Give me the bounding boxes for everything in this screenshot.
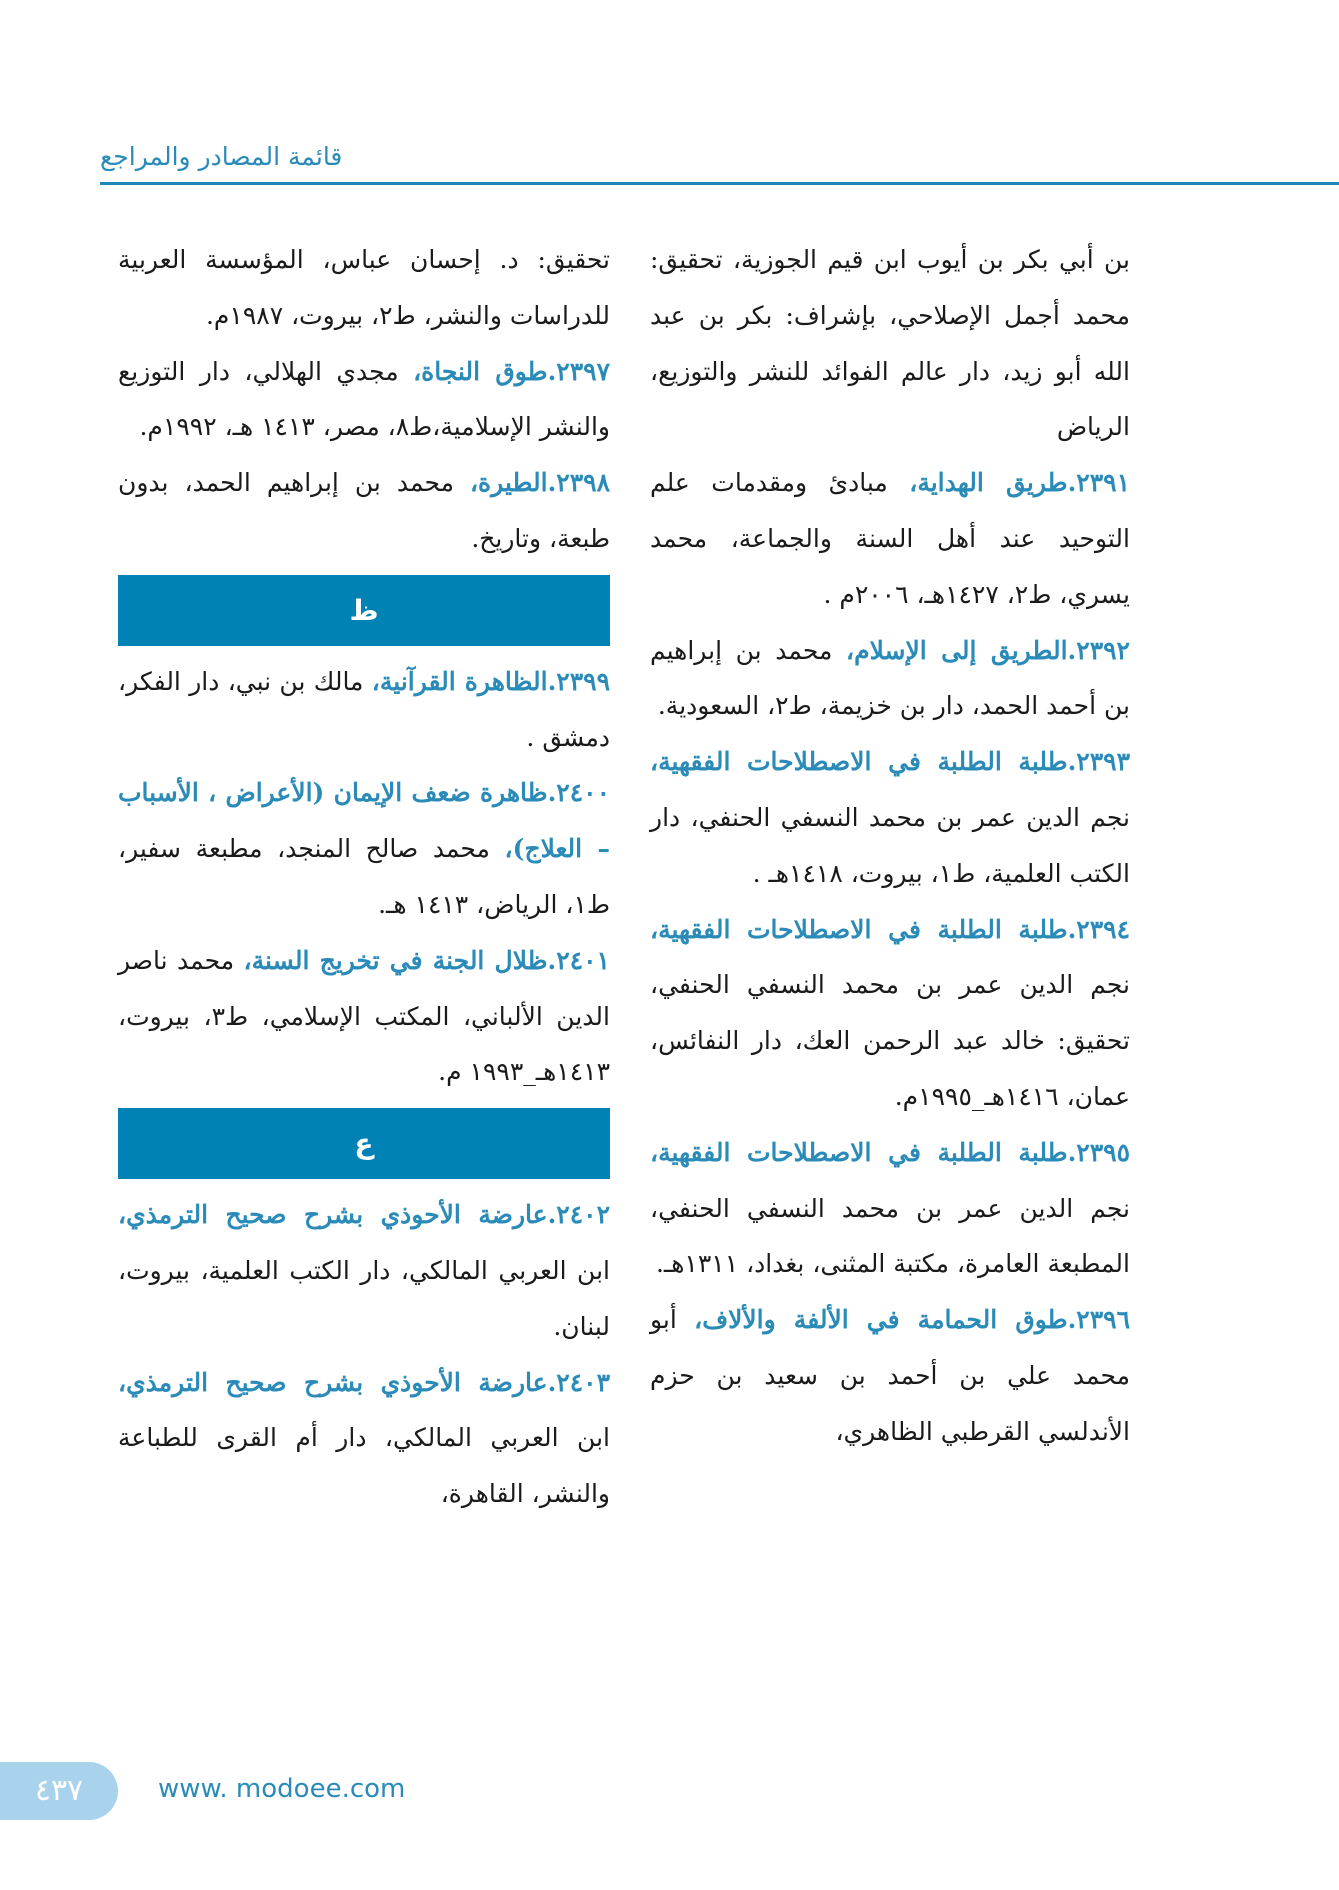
entry <box>118 1355 610 1522</box>
entry-body: أبو محمد علي بن أحمد بن سعيد بن حزم الأندلسي القرطبي الظاهري، <box>650 1305 1130 1446</box>
entry-title: طريق الهداية، <box>909 468 1068 498</box>
entry-title: الطيرة، <box>469 468 548 498</box>
entry <box>650 623 1130 735</box>
entry <box>650 455 1130 622</box>
entry-number: ٢٣٩٣. <box>1067 747 1130 777</box>
entry <box>650 1125 1130 1292</box>
entry-number: ٢٤٠٣. <box>547 1367 610 1397</box>
entry-title: عارضة الأحوذي بشرح صحيح الترمذي، <box>118 1367 548 1397</box>
entry-title: عارضة الأحوذي بشرح صحيح الترمذي، <box>118 1200 548 1230</box>
entry-number: ٢٤٠٢. <box>547 1200 610 1230</box>
section-header-zaa: ظ <box>118 575 610 646</box>
page-header-title: قائمة المصادر والمراجع <box>100 142 343 171</box>
header-rule <box>100 182 1339 185</box>
entry-body: نجم الدين عمر بن محمد النسفي الحنفي، دار الكتب العلمية، ط١، بيروت، ١٤١٨هـ . <box>650 802 1130 888</box>
entry-title: ظاهرة ضعف الإيمان (الأعراض ، الأسباب – العلاج)، <box>118 778 610 864</box>
entry-number: ٢٣٩٤. <box>1067 914 1130 944</box>
entry-number: ٢٣٩٨. <box>547 468 610 498</box>
entry-title: الظاهرة القرآنية، <box>371 666 548 696</box>
entry-body: ابن العربي المالكي، دار الكتب العلمية، بيروت، لبنان. <box>118 1255 610 1341</box>
entry-title: الطريق إلى الإسلام، <box>846 635 1068 665</box>
entry-title: طوق الحمامة في الألفة والألاف، <box>694 1305 1068 1335</box>
entry <box>650 902 1130 1125</box>
entry-body: ابن العربي المالكي، دار أم القرى للطباعة والنشر، القاهرة، <box>118 1423 610 1509</box>
entry <box>650 1292 1130 1459</box>
entry-number: ٢٣٩٥. <box>1067 1137 1130 1167</box>
entry-number: ٢٤٠٠. <box>547 778 610 808</box>
entry-number: ٢٣٩١. <box>1067 468 1130 498</box>
entry-body: محمد بن إبراهيم الحمد، بدون طبعة، وتاريخ. <box>118 468 610 553</box>
entry-body: مالك بن نبي، دار الفكر، دمشق . <box>118 666 610 752</box>
entry-body: مجدي الهلالي، دار التوزيع والنشر الإسلامية،ط٨، مصر، ١٤١٣ هـ، ١٩٩٢م. <box>118 356 610 442</box>
right-column <box>650 232 1130 1460</box>
entry-body: نجم الدين عمر بن محمد النسفي الحنفي، تحقيق: خالد عبد الرحمن العك، دار النفائس، عمان، ١٤١٦هـ_١٩٩٥م. <box>650 970 1130 1111</box>
page-number-badge: ٤٣٧ <box>0 1762 118 1820</box>
entry-title: طلبة الطلبة في الاصطلاحات الفقهية، <box>650 747 1068 777</box>
entry-number: ٢٣٩٧. <box>547 356 610 386</box>
entry-body: مبادئ ومقدمات علم التوحيد عند أهل السنة والجماعة، محمد يسري، ط٢، ١٤٢٧هـ، ٢٠٠٦م . <box>650 468 1130 609</box>
entry-body: محمد صالح المنجد، مطبعة سفير، ط١، الرياض، ١٤١٣ هـ. <box>118 834 610 919</box>
entry-number: ٢٣٩٩. <box>547 666 611 696</box>
entry <box>118 765 610 932</box>
entry <box>650 734 1130 901</box>
entry-number: ٢٣٩٢. <box>1067 635 1130 665</box>
entry-number: ٢٣٩٦. <box>1067 1305 1130 1335</box>
entry-title: طلبة الطلبة في الاصطلاحات الفقهية، <box>650 914 1068 944</box>
entry <box>118 933 610 1100</box>
entry-body: نجم الدين عمر بن محمد النسفي الحنفي، المطبعة العامرة، مكتبة المثنى، بغداد، ١٣١١هـ. <box>650 1193 1130 1279</box>
continuation-text: تحقيق: د. إحسان عباس، المؤسسة العربية للدراسات والنشر، ط٢، بيروت، ١٩٨٧م. <box>118 245 610 330</box>
website-url: www. modoee.com <box>158 1774 406 1804</box>
entry-title: طوق النجاة، <box>413 356 548 386</box>
entry <box>118 1187 610 1354</box>
continuation-text: بن أبي بكر بن أيوب ابن قيم الجوزية، تحقيق: محمد أجمل الإصلاحي، بإشراف: بكر بن عبد الله أبو زيد، دار عالم الفوائد للنشر والتوزيع، الرياض <box>650 245 1130 442</box>
entry <box>118 654 610 766</box>
entry-body: محمد بن إبراهيم بن أحمد الحمد، دار بن خزيمة، ط٢، السعودية. <box>650 635 1130 721</box>
entry-title: طلبة الطلبة في الاصطلاحات الفقهية، <box>650 1137 1068 1167</box>
entry-title: ظلال الجنة في تخريج السنة، <box>243 945 548 975</box>
entry <box>118 455 610 567</box>
left-column <box>118 232 610 1522</box>
entry-body: محمد ناصر الدين الألباني، المكتب الإسلامي، ط٣، بيروت، ١٤١٣هـ_١٩٩٣ م. <box>118 945 610 1087</box>
entry <box>118 344 610 456</box>
section-header-ain: ع <box>118 1108 610 1179</box>
entry-number: ٢٤٠١. <box>547 945 610 975</box>
